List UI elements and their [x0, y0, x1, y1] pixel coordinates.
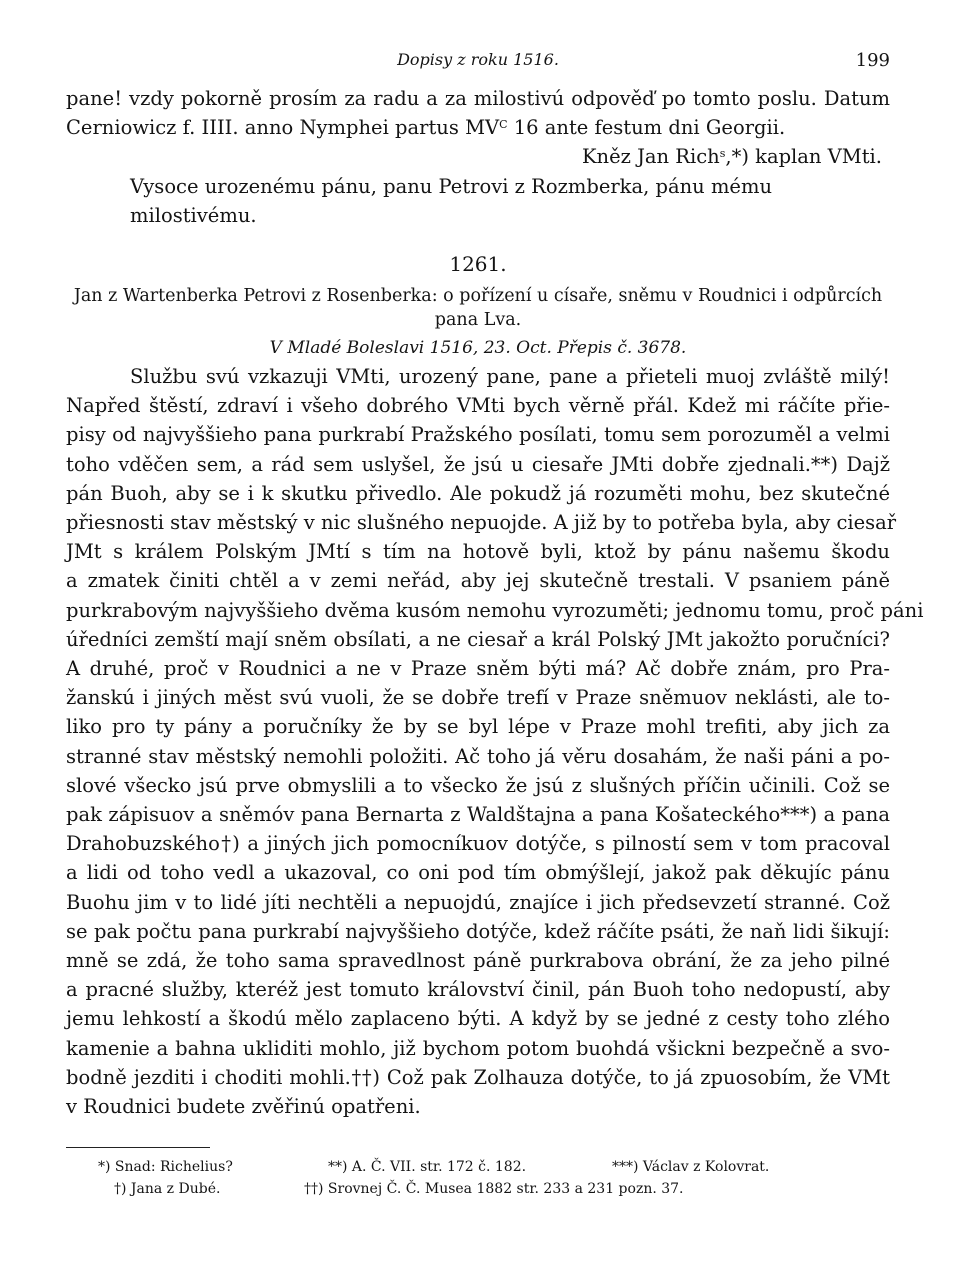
footnote: ††) Srovnej Č. Č. Musea 1882 str. 233 a 231 pozn. 37. [304, 1181, 684, 1198]
footnote: ***) Václav z Kolovrat. [612, 1159, 770, 1176]
text-line: žanskú i jiných měst svú vuoli, že se dobře trefí v Praze sněmuov neklásti, ale to- [66, 686, 890, 710]
text-fragment: 16 ante festum dni Georgii. [507, 116, 786, 140]
text-line: pisy od najvyššieho pana purkrabí Pražského posílati, tomu sem porozuměl a velmi [66, 423, 890, 447]
footnote-row [66, 1156, 890, 1178]
text-line: přiesnosti stav městský v nic slušného nepuojde. A již by to potřeba byla, aby ciesař [66, 511, 897, 535]
superscript: C [499, 118, 508, 132]
text-line: a zmatek činiti chtěl a v zemi neřád, aby jej skutečně trestali. V psaniem páně [66, 569, 890, 593]
page-number: 199 [855, 50, 890, 71]
text-line: v Roudnici budete zvěřinú opatřeni. [66, 1095, 421, 1119]
text-line [66, 113, 890, 142]
text-line: A druhé, proč v Roudnici a ne v Praze sněm býti má? Ač dobře znám, pro Pra- [66, 657, 890, 681]
regest [66, 284, 890, 332]
footnote: **) A. Č. VII. str. 172 č. 182. [328, 1159, 527, 1176]
dateline: V Mladé Boleslavi 1516, 23. Oct. Přepis č. 3678. [269, 338, 687, 359]
text-fragment: Cerniowicz f. IIII. anno Nymphei partus MV [66, 116, 500, 140]
signature-title: ,*) kaplan VMti. [725, 145, 882, 169]
text-line: se pak počtu pana purkrabí najvyššieho dotýče, kdež ráčíte psáti, že naň lidi šikují: [66, 919, 890, 943]
text-line: Napřed štěstí, zdraví i všeho dobrého VMti bych věrně přál. Kdež mi ráčíte přie- [66, 394, 890, 418]
text-line: mně se zdá, že toho sama spravedlnost páně purkrabova obrání, že za jeho pilné [66, 949, 890, 973]
text-line: toho vděčen sem, a rád sem uslyšel, že jsú u ciesaře JMti dobře zjednali.**) Dajž [66, 452, 890, 476]
running-head [66, 50, 890, 84]
footnote-rule [66, 1147, 210, 1148]
text-line: stranné stav městský nemohli položiti. Ač toho já věru dosahám, že naši páni a po- [66, 744, 890, 768]
signature-line [66, 142, 890, 171]
superscript: s [719, 147, 726, 161]
text-line: jemu lehkostí a škodú mělo zaplaceno býti. A když by se jedné z cesty toho zlého [66, 1007, 890, 1031]
text-line: a lidi od toho vedl a ukazoval, co oni pod tím obmýšlejí, jakož pak děkujíc pánu [66, 861, 890, 885]
footnote-row [66, 1178, 890, 1200]
text-line: pane! vzdy pokorně prosím za radu a za milostivú odpověď po tomto poslu. Datum [66, 87, 890, 110]
letter-number: 1261. [449, 252, 507, 277]
footnotes [66, 1156, 890, 1200]
regest-line: pana Lva. [434, 310, 522, 331]
text-line: a pracné služby, kteréž jest tomuto království činil, pán Buoh toho nedopustí, aby [66, 978, 890, 1002]
address-text: Vysoce urozenému pánu, panu Petrovi z Rozmberka, pánu mému milostivému. [130, 174, 773, 227]
running-title: Dopisy z roku 1516. [397, 50, 559, 69]
regest-line: Jan z Wartenberka Petrovi z Rosenberka: o pořízení u císaře, sněmu v Roudnici i odpůrcích [73, 286, 883, 307]
text-line: Drahobuzského†) a jiných jich pomocníkuov dotýče, s pilností sem v tom pracoval [66, 832, 890, 856]
signature-name: Kněz Jan Rich [581, 145, 720, 169]
text-line: Službu svú vzkazuji VMti, urozený pane, pane a přieteli muoj zvláště milý! [130, 365, 890, 389]
text-line: JMt s králem Polským JMtí s tím na hotově byli, ktož by pánu našemu škodu [66, 540, 890, 564]
text-line: kamenie a bahna ukliditi mohlo, již bychom potom buohdá všickni bezpečně a svo- [66, 1036, 890, 1060]
page [66, 50, 924, 1200]
text-line: slové všecko jsú prve obmyslili a to všecko že jsú z slušných příčin učinili. Což se [66, 773, 890, 797]
previous-letter-ending [66, 84, 890, 142]
text-line: liko pro ty pány a poručníky že by se byl lépe v Praze mohl trefiti, aby jich za [66, 715, 890, 739]
text-line: purkrabovým najvyššieho dvěma kusóm nemohu vyrozuměti; jednomu tomu, proč páni [66, 598, 924, 622]
text-line: pak zápisuov a sněmóv pana Bernarta z Waldštajna a pana Košateckého***) a pana [66, 803, 890, 827]
footnote: *) Snad: Richelius? [98, 1159, 233, 1176]
text-line: pán Buoh, aby se i k skutku přivedlo. Ale pokudž já rozuměti mohu, bez skutečné [66, 481, 890, 505]
letter-body [66, 362, 924, 1121]
footnote: †) Jana z Dubé. [114, 1181, 221, 1198]
text-line: úředníci zemští mají sněm obsílati, a ne ciesař a král Polský JMt jakožto poručníci? [66, 627, 890, 651]
text-line: bodně jezditi i choditi mohli.††) Což pak Zolhauza dotýče, to já zpuosobím, že VMt [66, 1065, 890, 1089]
text-line: Buohu jim v to lidé jíti nechtěli a nepuojdú, znajíce i jich předsevzetí stranné. Což [66, 890, 890, 914]
address-line [66, 172, 890, 230]
